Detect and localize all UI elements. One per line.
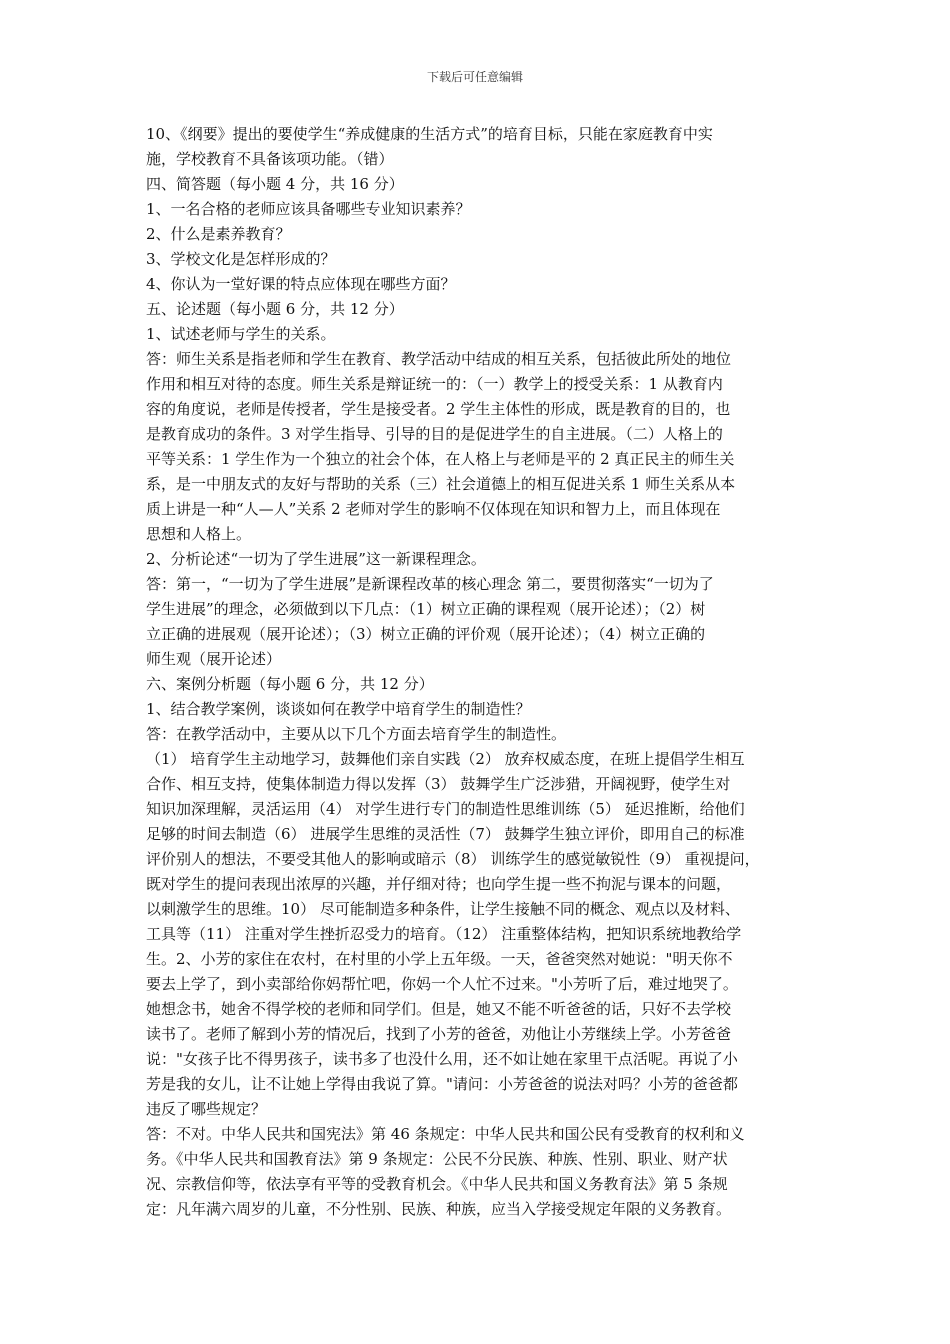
text-line: 务。《中华人民共和国教育法》第 9 条规定：公民不分民族、种族、性别、职业、财产状: [146, 1150, 728, 1168]
text-line: 思想和人格上。: [146, 525, 252, 543]
text-line: 1、一名合格的老师应该具备哪些专业知识素养？: [146, 200, 471, 218]
text-line: （1） 培育学生主动地学习，鼓舞他们亲自实践（2） 放弃权威态度，在班上提倡学生相互: [146, 750, 745, 768]
text-line: 质上讲是一种“人—人”关系 2 老师对学生的影响不仅体现在知识和智力上，而且体现在: [146, 500, 721, 518]
text-line: 四、简答题（每小题 4 分，共 16 分）: [146, 175, 404, 193]
text-line: 1、结合教学案例，谈谈如何在教学中培育学生的制造性？: [146, 700, 531, 718]
text-line: 既对学生的提问表现出浓厚的兴趣，并仔细对待；也向学生提一些不拘泥与课本的问题，: [146, 875, 732, 893]
text-line: 1、试述老师与学生的关系。: [146, 325, 336, 343]
text-line: 知识加深理解，灵活运用（4） 对学生进行专门的制造性思维训练（5） 延迟推断，给他们: [146, 800, 745, 818]
text-line: 五、论述题（每小题 6 分，共 12 分）: [146, 300, 404, 318]
text-line: 是教育成功的条件。3 对学生指导、引导的目的是促进学生的自主进展。（二）人格上的: [146, 425, 723, 443]
text-line: 容的角度说，老师是传授者，学生是接受者。2 学生主体性的形成，既是教育的目的，也: [146, 400, 731, 418]
text-line: 师生观（展开论述）: [146, 650, 282, 668]
text-line: 读书了。老师了解到小芳的情况后，找到了小芳的爸爸，劝他让小芳继续上学。小芳爸爸: [146, 1025, 732, 1043]
text-line: 答：不对。中华人民共和国宪法》第 46 条规定：中华人民共和国公民有受教育的权利和义: [146, 1125, 745, 1143]
text-line: 以刺激学生的思维。10） 尽可能制造多种条件，让学生接触不同的概念、观点以及材料、: [146, 900, 740, 918]
text-line: 要去上学了，到小卖部给你妈帮忙吧，你妈一个人忙不过来。"小芳听了后，难过地哭了。: [146, 975, 738, 993]
text-line: 合作、相互支持，使集体制造力得以发挥（3） 鼓舞学生广泛涉猎，开阔视野，使学生对: [146, 775, 731, 793]
text-line: 违反了哪些规定？: [146, 1100, 267, 1118]
text-line: 答：第一，“一切为了学生进展”是新课程改革的核心理念 第二，要贯彻落实“一切为了: [146, 575, 714, 593]
text-line: 系，是一中朋友式的友好与帮助的关系（三）社会道德上的相互促进关系 1 师生关系从本: [146, 475, 736, 493]
text-line: 足够的时间去制造（6） 进展学生思维的灵活性（7） 鼓舞学生独立评价，即用自己的标准: [146, 825, 745, 843]
text-line: 作用和相互对待的态度。师生关系是辩证统一的：（一）教学上的授受关系：1 从教育内: [146, 375, 723, 393]
text-line: 4、你认为一堂好课的特点应体现在哪些方面？: [146, 275, 456, 293]
text-line: 她想念书，她舍不得学校的老师和同学们。但是，她又不能不听爸爸的话，只好不去学校: [146, 1000, 732, 1018]
text-line: 学生进展”的理念，必须做到以下几点：（1）树立正确的课程观（展开论述）；（2）树: [146, 600, 706, 618]
document-body: [146, 122, 810, 1222]
text-line: 2、什么是素养教育？: [146, 225, 291, 243]
text-line: 六、案例分析题（每小题 6 分，共 12 分）: [146, 675, 434, 693]
text-line: 评价别人的想法，不要受其他人的影响或暗示（8） 训练学生的感觉敏锐性（9） 重视提问，: [146, 850, 760, 868]
text-line: 况、宗教信仰等，依法享有平等的受教育机会。《中华人民共和国义务教育法》第 5 条规: [146, 1175, 728, 1193]
text-line: 答：师生关系是指老师和学生在教育、教学活动中结成的相互关系，包括彼此所处的地位: [146, 350, 732, 368]
text-line: 平等关系：1 学生作为一个独立的社会个体，在人格上与老师是平的 2 真正民主的师生关: [146, 450, 735, 468]
text-line: 定：凡年满六周岁的儿童，不分性别、民族、种族，应当入学接受规定年限的义务教育。: [146, 1200, 732, 1218]
text-line: 答：在教学活动中，主要从以下几个方面去培育学生的制造性。: [146, 725, 567, 743]
text-line: 3、学校文化是怎样形成的？: [146, 250, 336, 268]
text-line: 10、《纲要》提出的要使学生“养成健康的生活方式”的培育目标，只能在家庭教育中实: [146, 125, 713, 143]
text-line: 施，学校教育不具备该项功能。（错）: [146, 150, 394, 168]
text-line: 生。2、小芳的家住在农村，在村里的小学上五年级。一天，爸爸突然对她说："明天你不: [146, 950, 733, 968]
page-header: 下载后可任意编辑: [426, 70, 523, 84]
text-line: 工具等（11） 注重对学生挫折忍受力的培育。（12） 注重整体结构，把知识系统地教给学: [146, 925, 742, 943]
text-line: 2、分析论述“一切为了学生进展”这一新课程理念。: [146, 550, 486, 568]
text-line: 芳是我的女儿，让不让她上学得由我说了算。"请问：小芳爸爸的说法对吗？小芳的爸爸都: [146, 1075, 738, 1093]
text-line: 说："女孩子比不得男孩子，读书多了也没什么用，还不如让她在家里干点活呢。再说了小: [146, 1050, 738, 1068]
text-line: 立正确的进展观（展开论述）；（3）树立正确的评价观（展开论述）；（4）树立正确的: [146, 625, 706, 643]
